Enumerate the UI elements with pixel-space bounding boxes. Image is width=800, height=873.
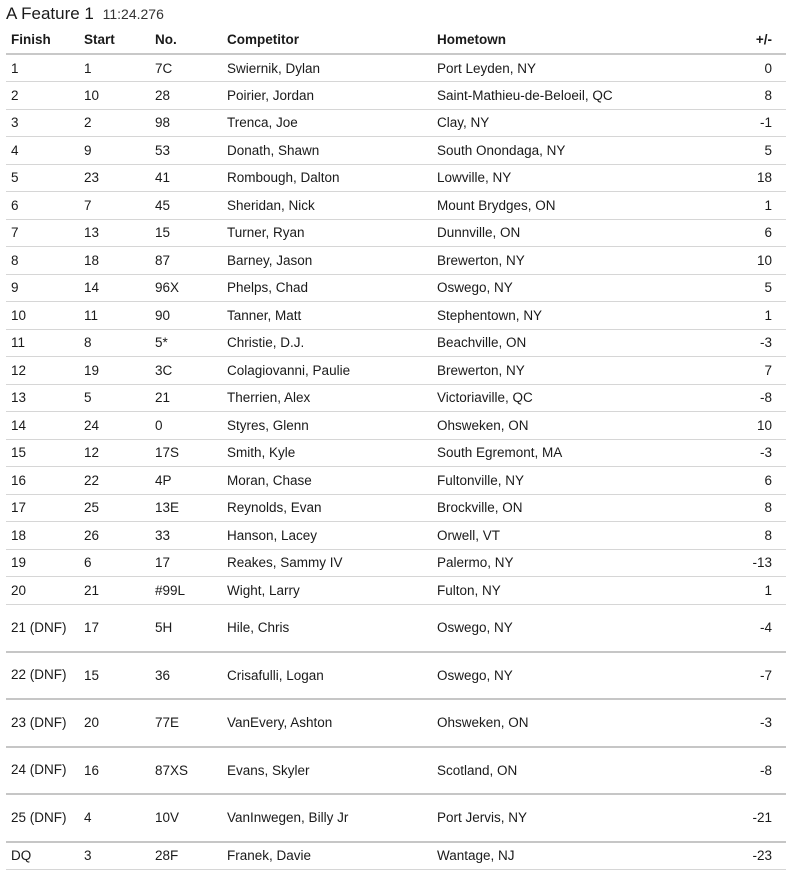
table-row (6, 412, 786, 440)
hometown-cell: Fultonville, NY (432, 467, 692, 495)
hometown-cell: Oswego, NY (432, 274, 692, 302)
start-cell: 18 (79, 247, 150, 275)
start-cell: 6 (79, 549, 150, 577)
table-row (6, 384, 786, 412)
column-header-start: Start (79, 26, 150, 54)
hometown-cell: Port Leyden, NY (432, 54, 692, 82)
plus-minus-cell: 10 (692, 247, 786, 275)
car-number-cell: 21 (150, 384, 222, 412)
finish-cell: 8 (6, 247, 79, 275)
car-number-cell: 28 (150, 82, 222, 110)
hometown-cell: Ohsweken, ON (432, 699, 692, 747)
competitor-cell: Moran, Chase (222, 467, 432, 495)
header-row (6, 26, 786, 54)
car-number-cell: 10V (150, 794, 222, 842)
competitor-cell: Sheridan, Nick (222, 192, 432, 220)
start-cell: 2 (79, 109, 150, 137)
column-header-finish: Finish (6, 26, 79, 54)
hometown-cell: Brewerton, NY (432, 357, 692, 385)
plus-minus-cell: -13 (692, 549, 786, 577)
plus-minus-cell: 1 (692, 302, 786, 330)
start-cell: 15 (79, 652, 150, 700)
competitor-cell: VanInwegen, Billy Jr (222, 794, 432, 842)
table-row (6, 247, 786, 275)
hometown-cell: Scotland, ON (432, 747, 692, 795)
plus-minus-cell: 8 (692, 522, 786, 550)
hometown-cell: Victoriaville, QC (432, 384, 692, 412)
plus-minus-cell: 0 (692, 54, 786, 82)
car-number-cell: 45 (150, 192, 222, 220)
column-header-competitor: Competitor (222, 26, 432, 54)
plus-minus-cell: 18 (692, 164, 786, 192)
finish-cell: 6 (6, 192, 79, 220)
finish-cell: 23 (DNF) (6, 699, 79, 747)
finish-cell: 3 (6, 109, 79, 137)
finish-cell: 24 (DNF) (6, 747, 79, 795)
hometown-cell: Stephentown, NY (432, 302, 692, 330)
table-row (6, 137, 786, 165)
competitor-cell: Styres, Glenn (222, 412, 432, 440)
page-title (6, 4, 164, 24)
plus-minus-cell: -7 (692, 652, 786, 700)
plus-minus-cell: 1 (692, 577, 786, 605)
competitor-cell: Christie, D.J. (222, 329, 432, 357)
finish-cell: 4 (6, 137, 79, 165)
start-cell: 17 (79, 604, 150, 652)
car-number-cell: 13E (150, 494, 222, 522)
start-cell: 12 (79, 439, 150, 467)
competitor-cell: Swiernik, Dylan (222, 54, 432, 82)
competitor-cell: VanEvery, Ashton (222, 699, 432, 747)
finish-cell: 13 (6, 384, 79, 412)
plus-minus-cell: 7 (692, 357, 786, 385)
finish-cell: 15 (6, 439, 79, 467)
table-row (6, 699, 786, 747)
finish-cell: 1 (6, 54, 79, 82)
car-number-cell: 17 (150, 549, 222, 577)
hometown-cell: Mount Brydges, ON (432, 192, 692, 220)
plus-minus-cell: 1 (692, 192, 786, 220)
start-cell: 8 (79, 329, 150, 357)
start-cell: 14 (79, 274, 150, 302)
finish-cell: 10 (6, 302, 79, 330)
car-number-cell: 41 (150, 164, 222, 192)
competitor-cell: Phelps, Chad (222, 274, 432, 302)
hometown-cell: Lowville, NY (432, 164, 692, 192)
start-cell: 7 (79, 192, 150, 220)
hometown-cell: Fulton, NY (432, 577, 692, 605)
finish-cell: 12 (6, 357, 79, 385)
feature-name: A Feature 1 (6, 4, 94, 23)
hometown-cell: South Onondaga, NY (432, 137, 692, 165)
car-number-cell: 15 (150, 219, 222, 247)
competitor-cell: Trenca, Joe (222, 109, 432, 137)
start-cell: 24 (79, 412, 150, 440)
car-number-cell: 5H (150, 604, 222, 652)
plus-minus-cell: 6 (692, 219, 786, 247)
start-cell: 13 (79, 219, 150, 247)
competitor-cell: Hile, Chris (222, 604, 432, 652)
car-number-cell: #99L (150, 577, 222, 605)
plus-minus-cell: -3 (692, 329, 786, 357)
table-row (6, 164, 786, 192)
plus-minus-cell: -8 (692, 747, 786, 795)
table-body (6, 54, 786, 869)
competitor-cell: Reakes, Sammy IV (222, 549, 432, 577)
table-row (6, 219, 786, 247)
hometown-cell: Palermo, NY (432, 549, 692, 577)
start-cell: 10 (79, 82, 150, 110)
start-cell: 9 (79, 137, 150, 165)
column-header-plus-minus: +/- (692, 26, 786, 54)
start-cell: 19 (79, 357, 150, 385)
car-number-cell: 33 (150, 522, 222, 550)
competitor-cell: Crisafulli, Logan (222, 652, 432, 700)
table-row (6, 652, 786, 700)
finish-cell: 7 (6, 219, 79, 247)
table-row (6, 274, 786, 302)
plus-minus-cell: 8 (692, 82, 786, 110)
plus-minus-cell: 8 (692, 494, 786, 522)
hometown-cell: South Egremont, MA (432, 439, 692, 467)
start-cell: 22 (79, 467, 150, 495)
competitor-cell: Barney, Jason (222, 247, 432, 275)
finish-cell: 22 (DNF) (6, 652, 79, 700)
results-table (6, 26, 786, 870)
finish-cell: 11 (6, 329, 79, 357)
table-row (6, 467, 786, 495)
table-header (6, 26, 786, 54)
table-row (6, 82, 786, 110)
plus-minus-cell: -4 (692, 604, 786, 652)
plus-minus-cell: -8 (692, 384, 786, 412)
finish-cell: 16 (6, 467, 79, 495)
table-row (6, 192, 786, 220)
car-number-cell: 36 (150, 652, 222, 700)
start-cell: 16 (79, 747, 150, 795)
competitor-cell: Colagiovanni, Paulie (222, 357, 432, 385)
hometown-cell: Dunnville, ON (432, 219, 692, 247)
hometown-cell: Oswego, NY (432, 652, 692, 700)
hometown-cell: Oswego, NY (432, 604, 692, 652)
start-cell: 25 (79, 494, 150, 522)
table-row (6, 522, 786, 550)
competitor-cell: Smith, Kyle (222, 439, 432, 467)
competitor-cell: Therrien, Alex (222, 384, 432, 412)
plus-minus-cell: -3 (692, 699, 786, 747)
car-number-cell: 4P (150, 467, 222, 495)
finish-cell: 21 (DNF) (6, 604, 79, 652)
table-row (6, 577, 786, 605)
car-number-cell: 0 (150, 412, 222, 440)
table-row (6, 604, 786, 652)
hometown-cell: Beachville, ON (432, 329, 692, 357)
plus-minus-cell: -3 (692, 439, 786, 467)
plus-minus-cell: 5 (692, 274, 786, 302)
plus-minus-cell: -1 (692, 109, 786, 137)
finish-cell: 14 (6, 412, 79, 440)
car-number-cell: 98 (150, 109, 222, 137)
competitor-cell: Poirier, Jordan (222, 82, 432, 110)
competitor-cell: Rombough, Dalton (222, 164, 432, 192)
table-row (6, 747, 786, 795)
plus-minus-cell: -23 (692, 842, 786, 870)
start-cell: 5 (79, 384, 150, 412)
finish-cell: 19 (6, 549, 79, 577)
finish-cell: 5 (6, 164, 79, 192)
start-cell: 21 (79, 577, 150, 605)
car-number-cell: 3C (150, 357, 222, 385)
competitor-cell: Tanner, Matt (222, 302, 432, 330)
column-header-hometown: Hometown (432, 26, 692, 54)
table-row (6, 302, 786, 330)
competitor-cell: Donath, Shawn (222, 137, 432, 165)
hometown-cell: Brewerton, NY (432, 247, 692, 275)
column-header-no: No. (150, 26, 222, 54)
car-number-cell: 28F (150, 842, 222, 870)
start-cell: 4 (79, 794, 150, 842)
hometown-cell: Saint-Mathieu-de-Beloeil, QC (432, 82, 692, 110)
car-number-cell: 5* (150, 329, 222, 357)
car-number-cell: 90 (150, 302, 222, 330)
start-cell: 20 (79, 699, 150, 747)
car-number-cell: 87XS (150, 747, 222, 795)
hometown-cell: Wantage, NJ (432, 842, 692, 870)
hometown-cell: Clay, NY (432, 109, 692, 137)
finish-cell: 18 (6, 522, 79, 550)
start-cell: 3 (79, 842, 150, 870)
hometown-cell: Brockville, ON (432, 494, 692, 522)
table-row (6, 439, 786, 467)
plus-minus-cell: -21 (692, 794, 786, 842)
car-number-cell: 17S (150, 439, 222, 467)
car-number-cell: 7C (150, 54, 222, 82)
car-number-cell: 87 (150, 247, 222, 275)
car-number-cell: 77E (150, 699, 222, 747)
finish-cell: 9 (6, 274, 79, 302)
feature-time: 11:24.276 (102, 6, 164, 22)
hometown-cell: Orwell, VT (432, 522, 692, 550)
plus-minus-cell: 5 (692, 137, 786, 165)
car-number-cell: 53 (150, 137, 222, 165)
table-row (6, 54, 786, 82)
plus-minus-cell: 6 (692, 467, 786, 495)
competitor-cell: Reynolds, Evan (222, 494, 432, 522)
start-cell: 26 (79, 522, 150, 550)
finish-cell: 20 (6, 577, 79, 605)
table-row (6, 494, 786, 522)
table-row (6, 357, 786, 385)
competitor-cell: Franek, Davie (222, 842, 432, 870)
hometown-cell: Port Jervis, NY (432, 794, 692, 842)
table-row (6, 549, 786, 577)
start-cell: 11 (79, 302, 150, 330)
car-number-cell: 96X (150, 274, 222, 302)
competitor-cell: Wight, Larry (222, 577, 432, 605)
competitor-cell: Evans, Skyler (222, 747, 432, 795)
finish-cell: DQ (6, 842, 79, 870)
plus-minus-cell: 10 (692, 412, 786, 440)
start-cell: 1 (79, 54, 150, 82)
finish-cell: 2 (6, 82, 79, 110)
start-cell: 23 (79, 164, 150, 192)
table-row (6, 794, 786, 842)
finish-cell: 17 (6, 494, 79, 522)
table-row (6, 842, 786, 870)
table-row (6, 109, 786, 137)
hometown-cell: Ohsweken, ON (432, 412, 692, 440)
competitor-cell: Turner, Ryan (222, 219, 432, 247)
table-row (6, 329, 786, 357)
finish-cell: 25 (DNF) (6, 794, 79, 842)
competitor-cell: Hanson, Lacey (222, 522, 432, 550)
